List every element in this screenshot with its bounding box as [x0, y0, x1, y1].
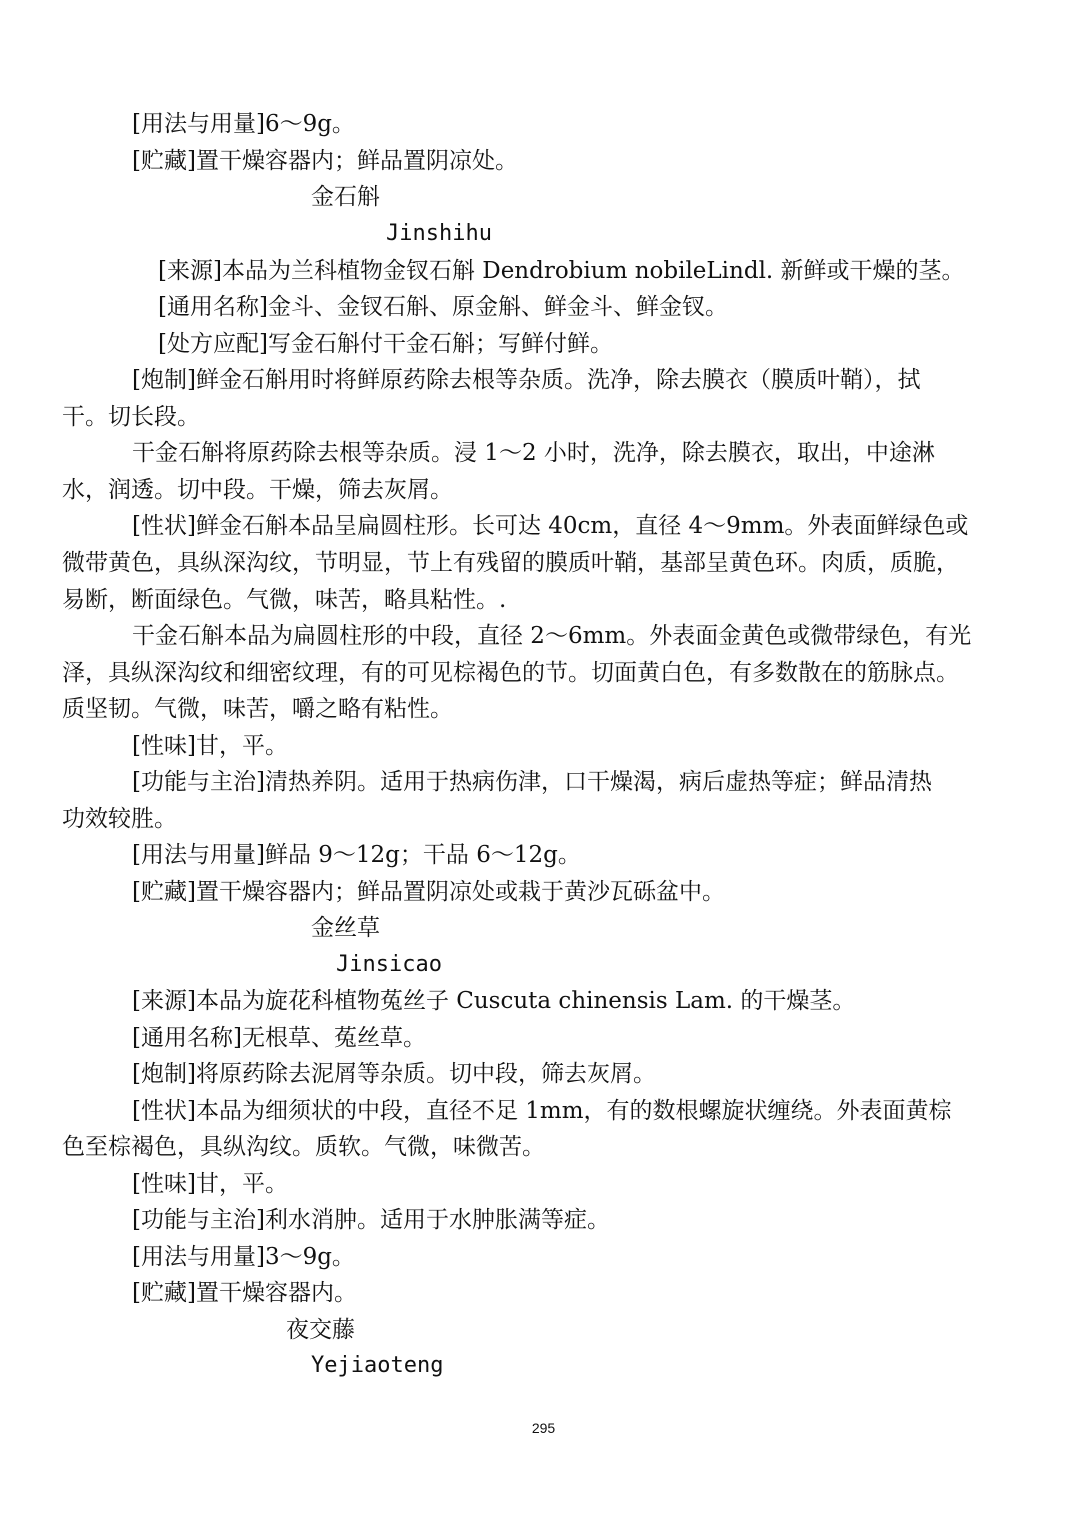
entry-pinyin-jinsicao: Jinsicao — [336, 952, 442, 977]
entry-title-jinshihu: 金石斛 — [311, 184, 380, 210]
storage-line-3: [贮藏]置干燥容器内。 — [132, 1280, 357, 1306]
characteristics-line: [性状]鲜金石斛本品呈扁圆柱形。长可达 40cm，直径 4～9mm。外表面鲜绿色或 — [132, 513, 969, 539]
source-line: [来源]本品为兰科植物金钗石斛 Dendrobium nobileLindl. 新鲜或干燥的茎。 — [158, 258, 965, 284]
usage-dosage-line: [用法与用量]6～9g。 — [132, 111, 355, 137]
entry-title-jinsicao: 金丝草 — [311, 915, 380, 941]
dry-processing-line-cont: 水，润透。切中段。干燥，筛去灰屑。 — [62, 477, 453, 503]
common-names-line-2: [通用名称]无根草、菟丝草。 — [132, 1025, 426, 1051]
dry-characteristics-line: 干金石斛本品为扁圆柱形的中段，直径 2～6mm。外表面金黄色或微带绿色，有光 — [132, 623, 972, 649]
characteristics-line-cont-2: 易断，断面绿色。气微，味苦，略具粘性。. — [62, 587, 507, 613]
characteristics-line-2-cont: 色至棕褐色，具纵沟纹。质软。气微，味微苦。 — [62, 1134, 545, 1160]
common-names-line: [通用名称]金斗、金钗石斛、原金斛、鲜金斗、鲜金钗。 — [158, 294, 728, 320]
function-line: [功能与主治]清热养阴。适用于热病伤津，口干燥渴，病后虚热等症；鲜品清热 — [132, 769, 932, 795]
storage-line-2: [贮藏]置干燥容器内；鲜品置阴凉处或栽于黄沙瓦砾盆中。 — [132, 879, 725, 905]
characteristics-line-cont-1: 微带黄色，具纵深沟纹，节明显，节上有残留的膜质叶鞘，基部呈黄色环。肉质，质脆， — [62, 550, 959, 576]
dry-processing-line: 干金石斛将原药除去根等杂质。浸 1～2 小时，洗净，除去膜衣，取出，中途淋 — [132, 440, 935, 466]
prescription-line: [处方应配]写金石斛付干金石斛；写鲜付鲜。 — [158, 331, 613, 357]
function-line-cont: 功效较胜。 — [62, 806, 177, 832]
source-line-2: [来源]本品为旋花科植物菟丝子 Cuscuta chinensis Lam. 的干燥茎。 — [132, 988, 856, 1014]
entry-pinyin-jinshihu: Jinshihu — [386, 221, 492, 246]
nature-taste-line: [性味]甘，平。 — [132, 733, 288, 759]
function-line-2: [功能与主治]利水消肿。适用于水肿胀满等症。 — [132, 1207, 610, 1233]
page-number: 295 — [531, 1420, 556, 1436]
processing-line: [炮制]鲜金石斛用时将鲜原药除去根等杂质。洗净，除去膜衣（膜质叶鞘），拭 — [132, 367, 921, 393]
storage-line: [贮藏]置干燥容器内；鲜品置阴凉处。 — [132, 148, 518, 174]
entry-title-yejiaoteng: 夜交藤 — [286, 1317, 355, 1343]
characteristics-line-2: [性状]本品为细须状的中段，直径不足 1mm，有的数根螺旋状缠绕。外表面黄棕 — [132, 1098, 952, 1124]
dry-characteristics-line-cont-1: 泽，具纵深沟纹和细密纹理，有的可见棕褐色的节。切面黄白色，有多数散在的筋脉点。 — [62, 660, 959, 686]
usage-dosage-line-3: [用法与用量]3～9g。 — [132, 1244, 355, 1270]
processing-line-2: [炮制]将原药除去泥屑等杂质。切中段，筛去灰屑。 — [132, 1061, 656, 1087]
processing-line-cont: 干。切长段。 — [62, 404, 200, 430]
entry-pinyin-yejiaoteng: Yejiaoteng — [311, 1353, 444, 1378]
dry-characteristics-line-cont-2: 质坚韧。气微，味苦，嚼之略有粘性。 — [62, 696, 453, 722]
nature-taste-line-2: [性味]甘，平。 — [132, 1171, 288, 1197]
usage-dosage-line-2: [用法与用量]鲜品 9～12g；干品 6～12g。 — [132, 842, 581, 868]
